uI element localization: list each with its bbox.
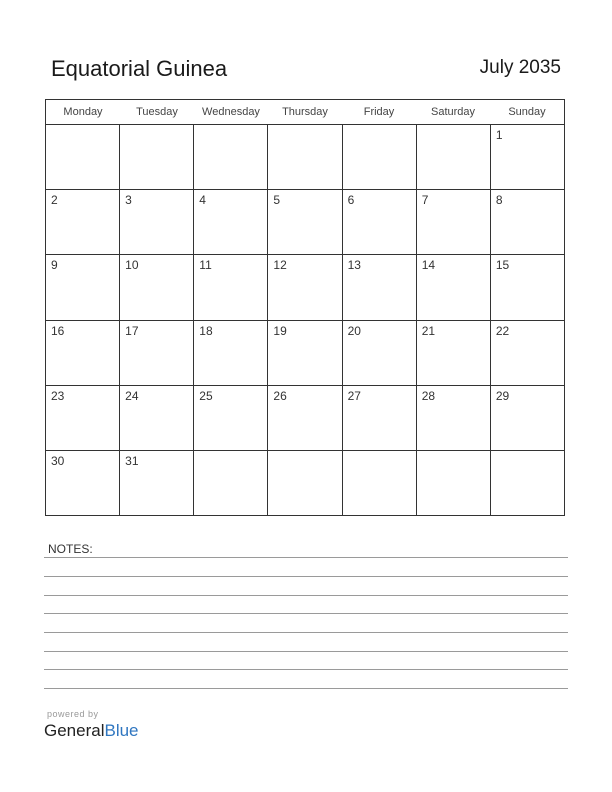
day-cell [194, 386, 268, 450]
brand-general: General [44, 721, 105, 740]
day-cell [417, 451, 491, 516]
day-number: 21 [421, 323, 436, 338]
day-number: 12 [273, 258, 287, 273]
day-number: 14 [421, 258, 436, 273]
day-number: 30 [51, 453, 65, 468]
day-cell [491, 125, 564, 189]
day-cell [268, 451, 342, 516]
day-cell [343, 451, 417, 516]
day-number: 26 [273, 388, 287, 403]
day-number: 16 [51, 323, 65, 338]
week-row [46, 321, 564, 386]
day-number: 28 [421, 388, 436, 403]
week-row [46, 190, 564, 255]
day-number: 13 [347, 258, 361, 273]
day-cell [268, 321, 342, 385]
day-cell [343, 125, 417, 189]
day-cell [194, 321, 268, 385]
day-cell [120, 255, 194, 319]
day-number: 15 [495, 258, 510, 273]
day-cell [194, 125, 268, 189]
day-number: 5 [273, 193, 281, 208]
week-row [46, 125, 564, 190]
weekday-sunday: Sunday [508, 106, 546, 118]
day-cell [120, 321, 194, 385]
day-cell [491, 386, 564, 450]
day-cell [120, 125, 194, 189]
day-cell [120, 386, 194, 450]
day-cell [491, 255, 564, 319]
day-cell [120, 451, 194, 516]
day-cell [343, 321, 417, 385]
country-title: Equatorial Guinea [51, 56, 228, 81]
day-number: 9 [51, 258, 58, 273]
weekday-thursday: Thursday [282, 106, 328, 118]
day-cell [417, 190, 491, 254]
day-number: 22 [495, 323, 510, 338]
day-number: 29 [495, 388, 510, 403]
week-row [46, 255, 564, 320]
day-cell [343, 386, 417, 450]
day-cell [46, 386, 120, 450]
day-cell [268, 125, 342, 189]
day-number: 19 [273, 323, 287, 338]
day-cell [46, 255, 120, 319]
day-cell [417, 386, 491, 450]
powered-by-text: powered by [47, 709, 99, 719]
day-number: 27 [347, 388, 361, 403]
day-cell [194, 190, 268, 254]
day-number: 3 [125, 193, 132, 208]
note-line [44, 669, 568, 670]
day-cell [343, 190, 417, 254]
day-cell [46, 451, 120, 516]
day-cell [46, 190, 120, 254]
day-cell [491, 451, 564, 516]
day-number: 10 [125, 258, 139, 273]
day-number: 7 [421, 193, 429, 208]
weekday-saturday: Saturday [430, 106, 476, 118]
day-cell [491, 321, 564, 385]
day-cell [268, 386, 342, 450]
day-cell [120, 190, 194, 254]
brand-blue: Blue [104, 721, 139, 740]
week-row [46, 386, 564, 451]
weekday-friday: Friday [363, 106, 395, 118]
day-cell [417, 321, 491, 385]
note-line [44, 557, 568, 558]
day-cell [268, 255, 342, 319]
note-line [44, 613, 568, 614]
day-cell [194, 255, 268, 319]
weekday-tuesday: Tuesday [136, 106, 178, 118]
note-line [44, 651, 568, 652]
day-number: 23 [51, 388, 65, 403]
day-number: 18 [199, 323, 213, 338]
weekday-monday: Monday [63, 106, 103, 118]
day-number: 25 [199, 388, 213, 403]
weekday-wednesday: Wednesday [202, 106, 260, 118]
day-cell [417, 255, 491, 319]
day-number: 2 [51, 193, 58, 208]
day-number: 17 [125, 323, 139, 338]
note-line [44, 688, 568, 689]
note-line [44, 632, 568, 633]
week-row [46, 451, 564, 516]
day-cell [491, 190, 564, 254]
day-number: 24 [125, 388, 139, 403]
weekday-header [46, 100, 564, 125]
day-cell [417, 125, 491, 189]
note-line [44, 595, 568, 596]
day-cell [46, 125, 120, 189]
calendar-grid [45, 99, 565, 516]
day-number: 31 [125, 453, 139, 468]
day-number: 11 [199, 258, 212, 273]
day-number: 20 [347, 323, 361, 338]
day-number: 8 [495, 193, 503, 208]
day-number: 4 [199, 193, 206, 208]
notes-label: NOTES: [48, 542, 93, 556]
day-cell [343, 255, 417, 319]
day-cell [268, 190, 342, 254]
day-cell [194, 451, 268, 516]
generalblue-logo [44, 721, 139, 741]
day-number: 1 [495, 128, 503, 142]
month-title: July 2035 [479, 57, 561, 78]
day-cell [46, 321, 120, 385]
note-line [44, 576, 568, 577]
day-number: 6 [347, 193, 355, 208]
